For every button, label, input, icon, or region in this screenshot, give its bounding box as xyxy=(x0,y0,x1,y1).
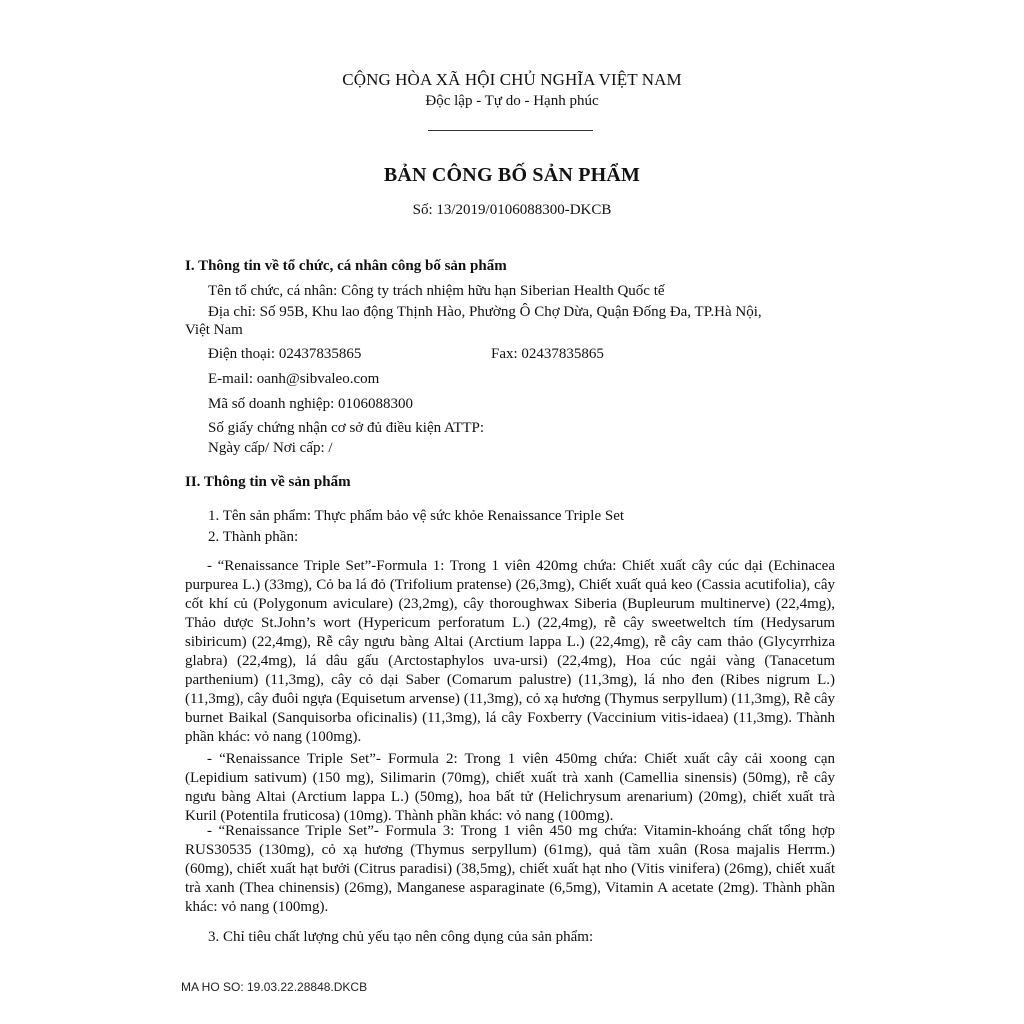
issue-date-place: Ngày cấp/ Nơi cấp: / xyxy=(208,440,333,456)
formula-3-ingredients: - “Renaissance Triple Set”- Formula 3: Trong 1 viên 450 mg chứa: Vitamin-khoáng chất tổng hợp RUS30535 (130mg), cỏ xạ hương (Thymus serpyllum) (61mg), quả tầm xuân (Rosa majalis Herrm.) (60mg), chiết xuất hạt bưởi (Citrus paradisi) (38,5mg), chiết xuất hạt nho (Vitis vinifera) (26mg), chiết xuất trà xanh (Thea chinensis) (26mg), Manganese asparaginate (6,5mg), Vitamin A acetate (2mg). Thành phần khác: vỏ nang (100mg). xyxy=(185,823,835,915)
quality-criteria-label: 3. Chỉ tiêu chất lượng chủ yếu tạo nên công dụng của sản phẩm: xyxy=(208,929,594,945)
section-2-heading: II. Thông tin về sản phẩm xyxy=(185,474,351,490)
section-1-heading: I. Thông tin về tổ chức, cá nhân công bố sản phẩm xyxy=(185,258,507,274)
national-motto: Độc lập - Tự do - Hạnh phúc xyxy=(425,93,599,109)
email: E-mail: oanh@sibvaleo.com xyxy=(208,371,380,387)
formula-2-ingredients: - “Renaissance Triple Set”- Formula 2: Trong 1 viên 450mg chứa: Chiết xuất cây cải xoong cạn (Lepidium sativum) (150 mg), Silimarin (70mg), chiết xuất trà xanh (Camellia sinensis) (50mg), rễ cây ngưu bàng Altai (Arctium lappa L.) (50mg), hoa bất tử (Helichrysum arenarium) (20mg), chiết xuất trà Kuril (Potentila fruticosa) (10mg). Thành phần khác: vỏ nang (100mg). xyxy=(185,751,835,824)
address-line-1: Địa chỉ: Số 95B, Khu lao động Thịnh Hào, Phường Ô Chợ Dừa, Quận Đống Đa, TP.Hà Nội, xyxy=(208,304,762,320)
business-code: Mã số doanh nghiệp: 0106088300 xyxy=(208,396,413,412)
nation-header: CỘNG HÒA XÃ HỘI CHỦ NGHĨA VIỆT NAM xyxy=(342,70,682,89)
formula-1-ingredients: - “Renaissance Triple Set”-Formula 1: Trong 1 viên 420mg chứa: Chiết xuất cây cúc dại (Echinacea purpurea L.) (33mg), Cỏ ba lá đỏ (Trifolium pratense) (26,3mg), Chiết xuất quả keo (Cassia acutifolia), cây cốt khí củ (Polygonum aviculare) (23,2mg), cây thoroughwax Siberia (Bupleurum multinerve) (22,4mg), Thảo dược St.John’s wort (Hypericum perforatum L.) (22,4mg), rễ cây sweetweltch tím (Hedysarum sibiricum) (22,4mg), Rễ cây ngưu bàng Altai (Arctium lappa L.) (22,4mg), rễ cây cam thảo (Glycyrrhiza glabra) (22,4mg), lá dâu gấu (Arctostaphylos uva-ursi) (22,4mg), Hoa cúc ngải vàng (Tanacetum parthenium) (11,3mg), cây cỏ dại Saber (Comarum palustre) (11,3mg), lá nho đen (Ribes nigrum L.) (11,3mg), cây đuôi ngựa (Equisetum arvense) (11,3mg), cỏ xạ hương (Thymus serpyllum) (11,3mg), Rễ cây burnet Baikal (Sanquisorba oficinalis) (11,3mg), lá cây Foxberry (Vaccinium vitis-idaea) (11,3mg). Thành phần khác: vỏ nang (100mg). xyxy=(185,558,835,745)
product-name: 1. Tên sản phẩm: Thực phẩm bảo vệ sức khỏe Renaissance Triple Set xyxy=(208,508,625,524)
document-title: BẢN CÔNG BỐ SẢN PHẨM xyxy=(383,164,641,186)
organization-name: Tên tổ chức, cá nhân: Công ty trách nhiệm hữu hạn Siberian Health Quốc tế xyxy=(208,283,665,299)
phone: Điện thoại: 02437835865 xyxy=(208,346,362,362)
ingredients-label: 2. Thành phần: xyxy=(208,529,299,545)
header-divider xyxy=(428,130,593,131)
dossier-code: MA HO SO: 19.03.22.28848.DKCB xyxy=(181,980,368,994)
food-safety-certificate: Số giấy chứng nhận cơ sở đủ điều kiện ATTP: xyxy=(208,420,485,436)
fax: Fax: 02437835865 xyxy=(491,346,604,362)
document-number: Số: 13/2019/0106088300-DKCB xyxy=(412,202,612,218)
address-line-2: Việt Nam xyxy=(185,322,243,338)
